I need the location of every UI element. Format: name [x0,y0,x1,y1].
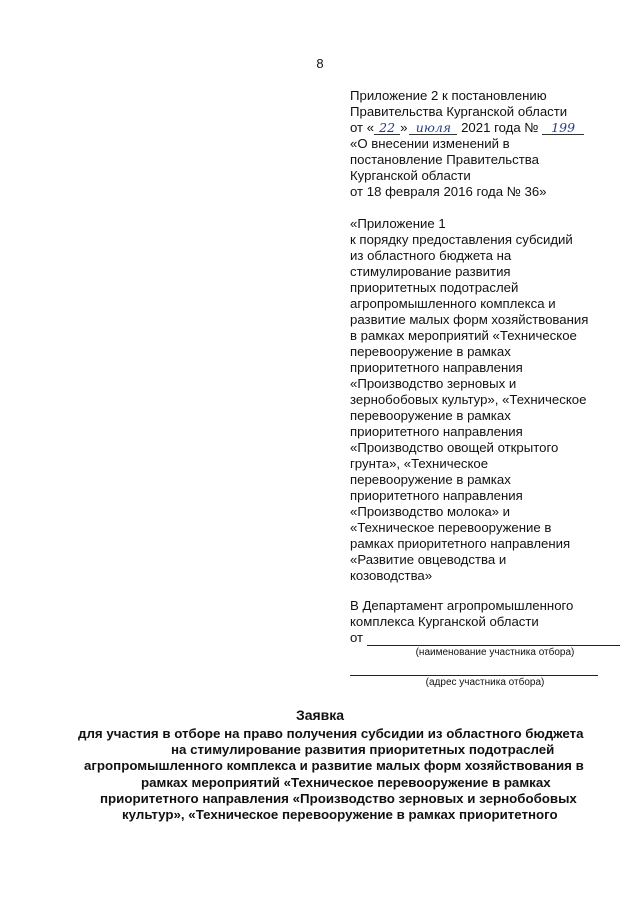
application-line: агропромышленного комплекса и развитие малых форм хозяйствования в [84,758,584,774]
application-line: рамках мероприятий «Техническое перевооружение в рамках [141,774,551,790]
sub-appendix-line: «Приложение 1 [350,216,446,231]
sub-appendix-line: приоритетного направления [350,488,523,503]
appendix-line-2: Правительства Курганской области [350,104,568,119]
from-row [350,630,620,646]
sub-appendix-line: «Производство молока» и [350,504,511,519]
sub-appendix-line: «Производство овощей открытого [350,440,559,455]
application-line: приоритетного направления «Производство зерновых и зернобобовых [100,790,577,806]
participant-name-line[interactable] [367,632,620,646]
sub-appendix-line: козоводства» [350,568,433,583]
addressee-line-1: В Департамент агропромышленного [350,598,574,613]
handwritten-number: 199 [542,121,584,135]
sub-appendix-line: «Развитие овцеводства и [350,552,507,567]
from-label: от [350,630,364,645]
sub-appendix-line: рамках приоритетного направления [350,536,571,551]
sub-appendix-line: зернобобовых культур», «Техническое [350,392,587,407]
application-body [78,726,614,823]
addressee-block [350,598,620,689]
sub-appendix-line: приоритетных подотраслей [350,280,519,295]
sub-appendix-line: в рамках мероприятий «Техническое [350,328,577,343]
date-year: 2021 года № [457,120,543,135]
handwritten-day: 22 [374,121,400,135]
application-line: на стимулирование развития приоритетных подотраслей [171,742,555,758]
participant-name-caption: (наименование участника отбора) [415,647,575,658]
date-mid: » [400,120,408,135]
application-line: культур», «Техническое перевооружение в рамках приоритетного [122,807,558,823]
appendix-block [350,88,620,584]
sub-appendix-line: перевооружение в рамках [350,472,511,487]
application-heading: Заявка [295,707,345,723]
sub-appendix-line: приоритетного направления [350,424,523,439]
sub-appendix-line: перевооружение в рамках [350,408,511,423]
appendix-line-1: Приложение 2 к постановлению [350,88,547,103]
sub-appendix-line: перевооружение в рамках [350,344,511,359]
date-prefix: от « [350,120,375,135]
sub-appendix-line: из областного бюджета на [350,248,512,263]
sub-appendix-line: агропромышленного комплекса и [350,296,556,311]
appendix-title-line: постановление Правительства [350,152,539,167]
sub-appendix-line: к порядку предоставления субсидий [350,232,573,247]
appendix-title-line: от 18 февраля 2016 года № 36» [350,184,547,199]
sub-appendix-line: приоритетного направления [350,360,523,375]
sub-appendix-line: стимулирование развития [350,264,511,279]
application-line: для участия в отборе на право получения субсидии из областного бюджета [78,726,584,741]
addressee-line-2: комплекса Курганской области [350,614,539,629]
appendix-date-line [350,120,620,136]
participant-address-line[interactable] [350,659,598,676]
appendix-title-line: «О внесении изменений в [350,136,510,151]
participant-address-caption: (адрес участника отбора) [425,677,545,688]
handwritten-month: июля [409,121,457,135]
sub-appendix-line: «Производство зерновых и [350,376,517,391]
page-number: 8 [316,56,324,71]
appendix-title-line: Курганской области [350,168,471,183]
sub-appendix-line: «Техническое перевооружение в [350,520,552,535]
sub-appendix-line: развитие малых форм хозяйствования [350,312,589,327]
sub-appendix-line: грунта», «Техническое [350,456,489,471]
